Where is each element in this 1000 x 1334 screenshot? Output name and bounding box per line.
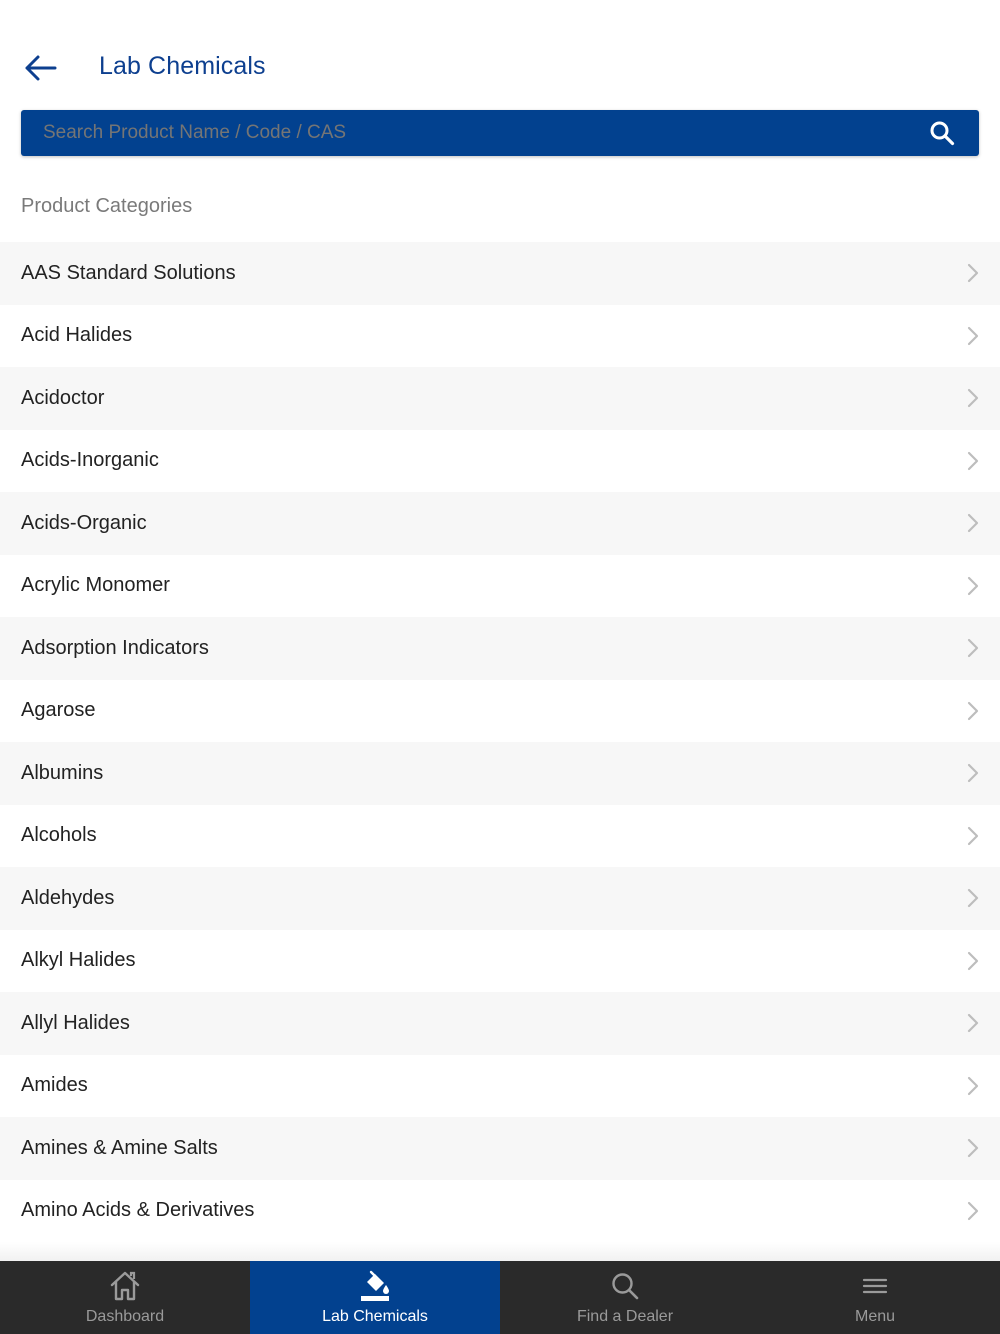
search-icon[interactable]: [927, 118, 957, 148]
tab-label: Menu: [854, 1308, 896, 1325]
home-icon: [108, 1269, 142, 1303]
category-item-amides[interactable]: [0, 1055, 1000, 1118]
category-item-albumins[interactable]: [0, 742, 1000, 805]
tab-dashboard[interactable]: [0, 1261, 250, 1334]
chevron-right-icon: [966, 451, 980, 471]
chevron-right-icon: [966, 826, 980, 846]
product-categories-heading: Product Categories: [21, 195, 193, 217]
category-label: Aldehydes: [21, 886, 115, 909]
category-item-aas-standard-solutions[interactable]: [0, 242, 1000, 305]
category-label: Albumins: [21, 761, 104, 784]
search-icon: [608, 1269, 642, 1303]
chevron-right-icon: [966, 1076, 980, 1096]
category-item-acid-halides[interactable]: [0, 305, 1000, 368]
chevron-right-icon: [966, 388, 980, 408]
category-item-amines-amine-salts[interactable]: [0, 1117, 1000, 1180]
category-label: Alkyl Halides: [21, 949, 136, 972]
category-item-acrylic-monomer[interactable]: [0, 555, 1000, 618]
category-label: Allyl Halides: [21, 1011, 130, 1034]
chevron-right-icon: [966, 888, 980, 908]
chevron-right-icon: [966, 1013, 980, 1033]
category-label: Acids-Organic: [21, 511, 147, 534]
tab-find-a-dealer[interactable]: [500, 1261, 750, 1334]
category-item-acids-inorganic[interactable]: [0, 430, 1000, 493]
category-item-acidoctor[interactable]: [0, 367, 1000, 430]
chevron-right-icon: [966, 513, 980, 533]
category-item-aldehydes[interactable]: [0, 867, 1000, 930]
bucket-icon: [358, 1269, 392, 1303]
category-item-amino-acids-derivatives[interactable]: [0, 1180, 1000, 1243]
chevron-right-icon: [966, 326, 980, 346]
page-title: Lab Chemicals: [99, 52, 266, 80]
tab-label: Find a Dealer: [576, 1308, 674, 1325]
tab-label: Dashboard: [85, 1308, 165, 1325]
back-button[interactable]: [18, 48, 62, 88]
chevron-right-icon: [966, 763, 980, 783]
category-label: Acidoctor: [21, 386, 105, 409]
category-item-alcohols[interactable]: [0, 805, 1000, 868]
header: [0, 40, 1000, 96]
bottom-tab-bar: [0, 1261, 1000, 1334]
search-input[interactable]: [41, 121, 927, 145]
tab-label: Lab Chemicals: [322, 1308, 428, 1325]
chevron-right-icon: [966, 638, 980, 658]
category-item-agarose[interactable]: [0, 680, 1000, 743]
category-label: Acids-Inorganic: [21, 449, 159, 472]
chevron-right-icon: [966, 263, 980, 283]
category-item-adsorption-indicators[interactable]: [0, 617, 1000, 680]
list-bottom-fade: [0, 1242, 1000, 1261]
chevron-right-icon: [966, 951, 980, 971]
chevron-right-icon: [966, 1201, 980, 1221]
category-list: [0, 242, 1000, 1242]
category-label: Alcohols: [21, 824, 97, 847]
category-label: AAS Standard Solutions: [21, 261, 236, 284]
category-label: Amides: [21, 1074, 88, 1097]
category-item-alkyl-halides[interactable]: [0, 930, 1000, 993]
menu-icon: [858, 1269, 892, 1303]
search-bar[interactable]: [21, 110, 979, 156]
category-item-acids-organic[interactable]: [0, 492, 1000, 555]
tab-lab-chemicals[interactable]: [250, 1261, 500, 1334]
category-label: Acid Halides: [21, 324, 133, 347]
category-label: Amines & Amine Salts: [21, 1136, 218, 1159]
arrow-left-icon: [23, 54, 57, 82]
magnifier-glyph: [929, 120, 955, 146]
tab-menu[interactable]: [750, 1261, 1000, 1334]
category-label: Agarose: [21, 699, 96, 722]
category-label: Acrylic Monomer: [21, 574, 170, 597]
chevron-right-icon: [966, 576, 980, 596]
category-label: Amino Acids & Derivatives: [21, 1199, 255, 1222]
category-item-allyl-halides[interactable]: [0, 992, 1000, 1055]
chevron-right-icon: [966, 1138, 980, 1158]
category-label: Adsorption Indicators: [21, 636, 209, 659]
chevron-right-icon: [966, 701, 980, 721]
